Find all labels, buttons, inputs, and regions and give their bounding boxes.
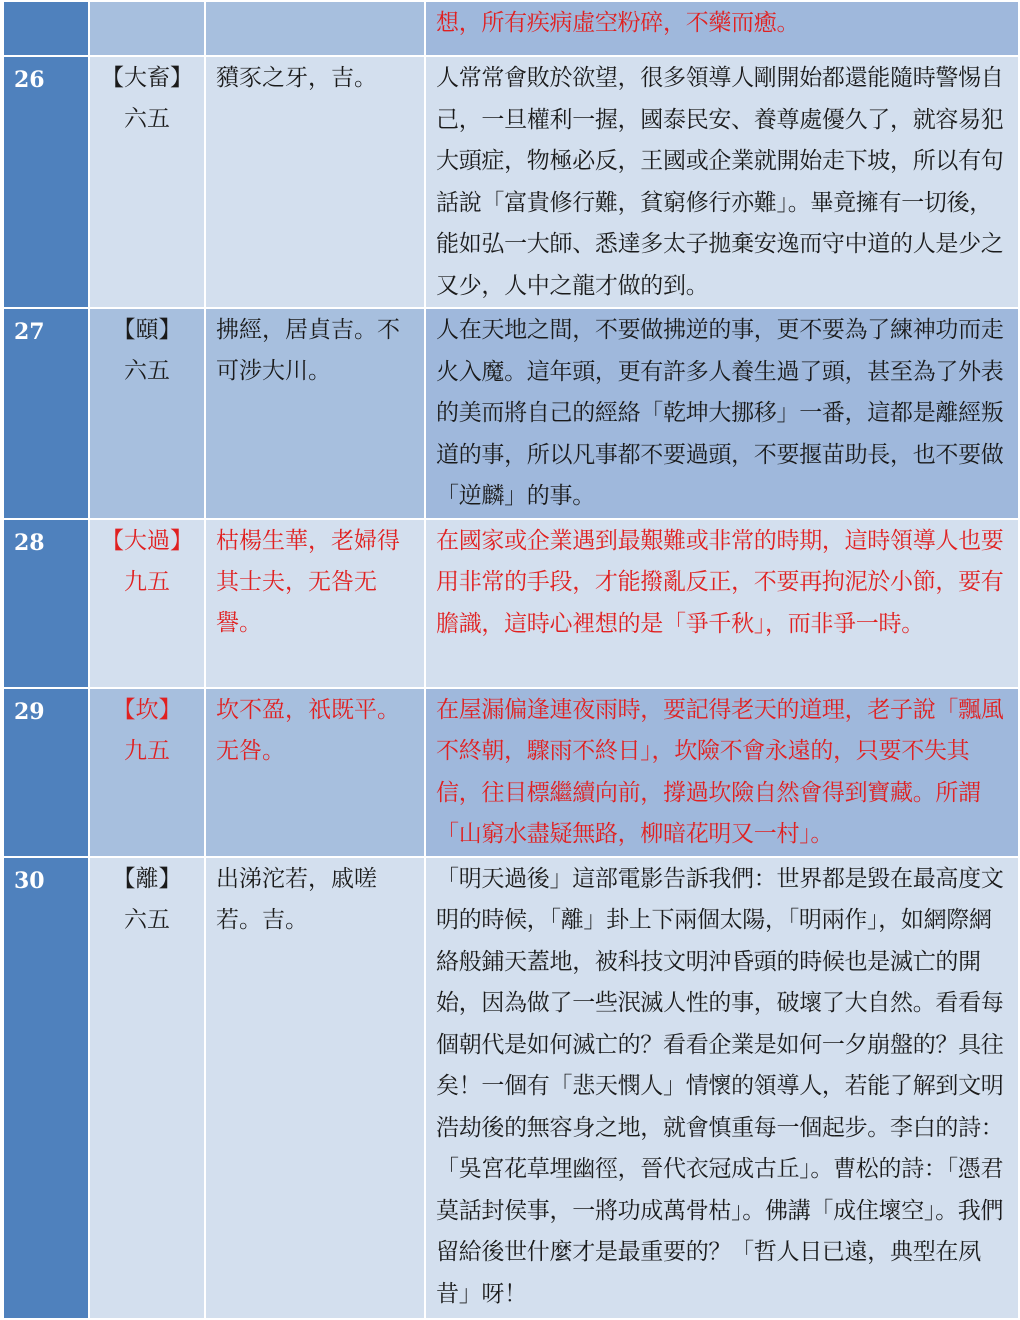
row-number: 28	[3, 519, 89, 688]
hexagram-name: 【離】	[112, 865, 182, 892]
comment-cell: 在屋漏偏逢連夜雨時，要記得老天的道理，老子說「飄風不終朝，驟雨不終日」，坎險不會永遠的，只要不失其信，往目標繼續向前，撐過坎險自然會得到寶藏。所謂「山窮水盡疑無路，柳暗花明又一村」。	[425, 688, 1019, 857]
hexagram-cell	[89, 519, 205, 688]
hexagram-cell	[89, 857, 205, 1319]
hexagram-cell	[89, 1, 205, 56]
hexagram-name: 【頤】	[112, 317, 182, 343]
hexagram-table	[2, 0, 1020, 1320]
table-row	[3, 308, 1019, 519]
comment-cell: 在國家或企業遇到最艱難或非常的時期，這時領導人也要用非常的手段，才能撥亂反正，不要再拘泥於小節，要有膽識，這時心裡想的是「爭千秋」，而非爭一時。	[425, 519, 1019, 688]
hexagram-line: 九五	[124, 737, 170, 764]
quote-cell: 出涕沱若，戚嗟若。吉。	[205, 857, 425, 1319]
hexagram-name: 【大過】	[101, 527, 193, 554]
hexagram-cell	[89, 688, 205, 857]
table-row-continued	[3, 1, 1019, 56]
quote-cell: 坎不盈，祇既平。无咎。	[205, 688, 425, 857]
comment-cell: 「明天過後」這部電影告訴我們：世界都是毀在最高度文明的時候，「離」卦上下兩個太陽，「明兩作」，如網際網絡般鋪天蓋地，被科技文明沖昏頭的時候也是滅亡的開始，因為做了一些泯滅人性的事，破壞了大自然。看看每個朝代是如何滅亡的？看看企業是如何一夕崩盤的？具往矣！一個有「悲天憫人」情懷的領導人，若能了解到文明浩劫後的無容身之地，就會慎重每一個起步。李白的詩：「吳宮花草埋幽徑，晉代衣冠成古丘」。曹松的詩：「憑君莫話封侯事，一將功成萬骨枯」。佛講「成住壞空」。我們留給後世什麼才是最重要的？「哲人日已遠，典型在夙昔」呀！	[425, 857, 1019, 1319]
hexagram-line: 九五	[124, 568, 170, 595]
table-row	[3, 688, 1019, 857]
comment-cell: 人常常會敗於欲望，很多領導人剛開始都還能隨時警惕自己，一旦權利一握，國泰民安、養尊處優久了，就容易犯大頭症，物極必反，王國或企業就開始走下坡，所以有句話說「富貴修行難，貧窮修行亦難」。畢竟擁有一切後，能如弘一大師、悉達多太子拋棄安逸而守中道的人是少之又少，人中之龍才做的到。	[425, 56, 1019, 308]
quote-cell: 拂經，居貞吉。不可涉大川。	[205, 308, 425, 519]
row-number: 29	[3, 688, 89, 857]
row-number: 27	[3, 308, 89, 519]
quote-cell: 豶豕之牙，吉。	[205, 56, 425, 308]
hexagram-cell	[89, 56, 205, 308]
comment-cell: 想，所有疾病虛空粉碎，不藥而癒。	[425, 1, 1019, 56]
row-number: 26	[3, 56, 89, 308]
hexagram-line: 六五	[124, 106, 170, 132]
hexagram-name: 【坎】	[112, 696, 182, 723]
table-row	[3, 857, 1019, 1319]
hexagram-line: 六五	[124, 358, 170, 384]
comment-cell: 人在天地之間，不要做拂逆的事，更不要為了練神功而走火入魔。這年頭，更有許多人養生過了頭，甚至為了外表的美而將自己的經絡「乾坤大挪移」一番，這都是離經叛道的事，所以凡事都不要過頭，不要揠苗助長，也不要做「逆麟」的事。	[425, 308, 1019, 519]
row-number: 30	[3, 857, 89, 1319]
quote-cell	[205, 1, 425, 56]
hexagram-name: 【大畜】	[101, 65, 193, 91]
number-cell	[3, 1, 89, 56]
hexagram-cell	[89, 308, 205, 519]
hexagram-line: 六五	[124, 906, 170, 933]
table-row	[3, 519, 1019, 688]
table-row	[3, 56, 1019, 308]
quote-cell: 枯楊生華，老婦得其士夫，无咎无譽。	[205, 519, 425, 688]
